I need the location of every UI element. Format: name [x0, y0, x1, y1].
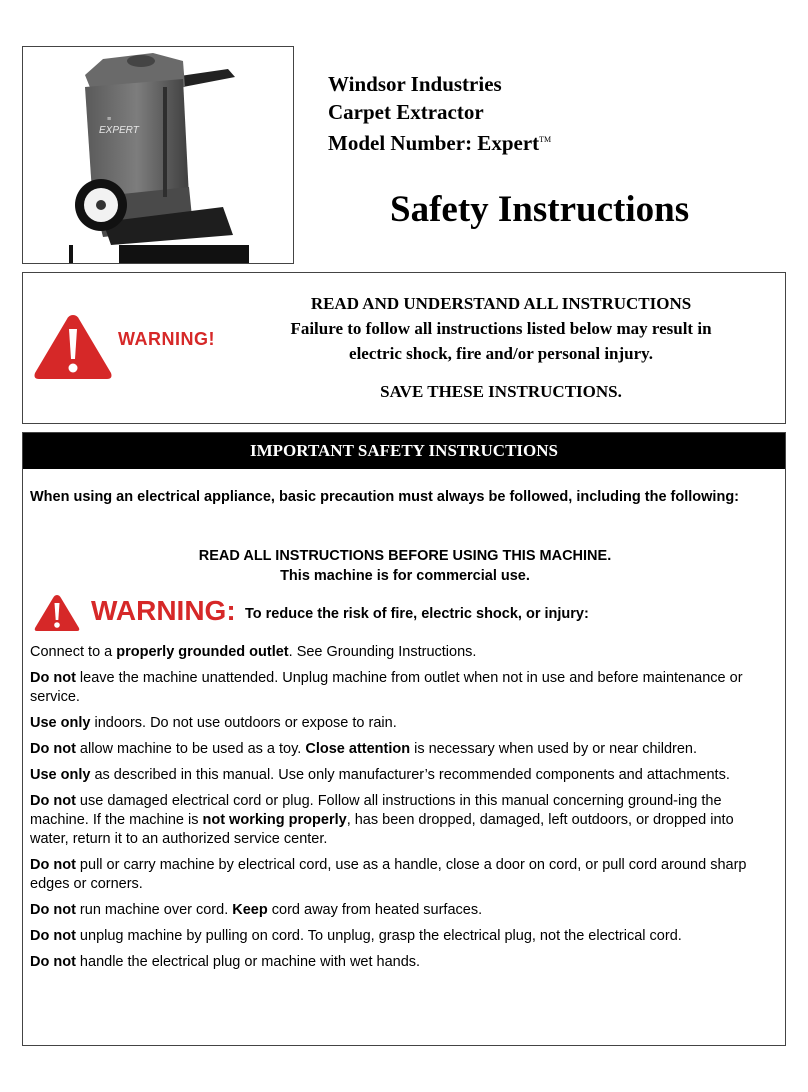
warning-label: WARNING! [118, 329, 215, 349]
warning-triangle-icon [33, 593, 81, 633]
item-emphasis: Do not [30, 857, 76, 873]
item-emphasis: Close attention [305, 741, 411, 757]
item-emphasis: properly grounded outlet [116, 644, 289, 660]
list-item [30, 856, 775, 894]
product-badge: EXPERT [99, 125, 139, 136]
warning-label: WARNING: [91, 595, 236, 626]
item-text: allow machine to be used as a toy. [75, 741, 306, 757]
warning-box [22, 272, 786, 424]
model-number-text: Model Number: Expert [328, 131, 540, 155]
item-emphasis: Do not [30, 741, 76, 757]
safety-instructions-box [22, 432, 786, 1046]
commercial-use-line: This machine is for commercial use. [280, 568, 530, 584]
svg-text:≡: ≡ [107, 116, 112, 123]
item-text: use damaged electrical cord or plug. Follow all instructions in this manual concerning ground-ing the machine. If the machine is [30, 793, 722, 828]
list-item [30, 714, 775, 733]
item-emphasis: Use only [30, 767, 91, 783]
list-item [30, 669, 775, 707]
safety-items-list [30, 643, 775, 979]
list-item [30, 766, 775, 785]
item-emphasis: Do not [30, 793, 76, 809]
list-item [30, 927, 775, 946]
item-text: unplug machine by pulling on cord. To unplug, grasp the electrical plug, not the electrical cord. [75, 928, 682, 944]
item-text: handle the electrical plug or machine with wet hands. [75, 954, 421, 970]
model-number [328, 126, 551, 157]
list-item [30, 953, 775, 972]
intro-text: When using an electrical appliance, basic precaution must always be followed, including the following: [30, 489, 740, 505]
item-emphasis: Use only [30, 715, 91, 731]
read-all-line: READ ALL INSTRUCTIONS BEFORE USING THIS MACHINE. [198, 548, 612, 564]
item-emphasis: Do not [30, 670, 76, 686]
list-item [30, 643, 775, 662]
trademark-mark: TM [539, 135, 552, 144]
warning-line-3: electric shock, fire and/or personal injury. [349, 344, 653, 363]
warning-line-2: Failure to follow all instructions listed below may result in [290, 319, 712, 338]
item-emphasis: Do not [30, 928, 76, 944]
item-text: pull or carry machine by electrical cord, use as a handle, close a door on cord, or pull cord around sharp edges or corners. [30, 857, 747, 892]
document-heading [328, 70, 551, 157]
save-instructions: SAVE THESE INSTRUCTIONS. [380, 382, 622, 401]
list-item [30, 740, 775, 759]
warning-line-1: READ AND UNDERSTAND ALL INSTRUCTIONS [310, 294, 692, 313]
warning-reduce-risk-text: To reduce the risk of fire, electric shock, or injury: [245, 606, 589, 622]
list-item [30, 792, 775, 849]
product-photo [22, 46, 294, 264]
item-text: leave the machine unattended. Unplug machine from outlet when not in use and before maintenance or service. [30, 670, 743, 705]
item-emphasis: Keep [232, 902, 268, 918]
item-text: , has been dropped, damaged, left outdoors, or dropped into water, return it to an authorized service center. [30, 812, 734, 847]
item-emphasis: not working properly [202, 812, 347, 828]
item-text: cord away from heated surfaces. [267, 902, 483, 918]
list-item [30, 901, 775, 920]
item-text: . See Grounding Instructions. [288, 644, 477, 660]
product-type: Carpet Extractor [328, 100, 484, 124]
read-all-block [23, 546, 787, 586]
item-text: run machine over cord. [75, 902, 233, 918]
warning-triangle-icon [31, 311, 115, 383]
page-title: Safety Instructions [390, 189, 690, 230]
company-name: Windsor Industries [328, 72, 502, 96]
item-text: as described in this manual. Use only manufacturer’s recommended components and attachments. [90, 767, 730, 783]
item-text: indoors. Do not use outdoors or expose to rain. [90, 715, 397, 731]
item-emphasis: Do not [30, 954, 76, 970]
warning-row [33, 591, 773, 635]
safety-header: IMPORTANT SAFETY INSTRUCTIONS [23, 433, 785, 469]
warning-text [251, 291, 751, 404]
item-text: Connect to a [30, 644, 117, 660]
item-emphasis: Do not [30, 902, 76, 918]
item-text: is necessary when used by or near children. [410, 741, 698, 757]
